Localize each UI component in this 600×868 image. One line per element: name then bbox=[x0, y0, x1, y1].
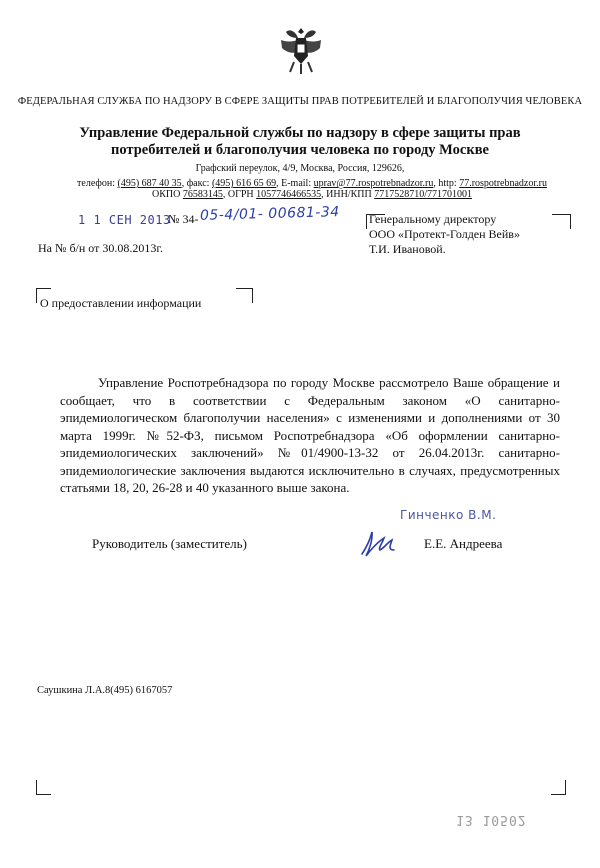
corner-mark-top-right bbox=[552, 214, 571, 229]
addressee-block bbox=[369, 212, 520, 257]
signatory-name: Е.Е. Андреева bbox=[424, 536, 503, 551]
addressee-position: Генеральному директору bbox=[369, 212, 497, 226]
corner-mark-top-left bbox=[366, 214, 385, 229]
signatory-title: Руководитель (заместитель) bbox=[92, 536, 247, 551]
phone-value: (495) 687 40 35 bbox=[117, 178, 182, 189]
contacts-block bbox=[62, 178, 562, 200]
letter-body: Управление Роспотребнадзора по городу Москве рассмотрело Ваше обращение и сообщает, что в соответствии с Федеральным законом «О санитарно-эпидемиологическом благополучии населения» с изменениями и дополнениями от 30 марта 1999г. №52-ФЗ, письмом Роспотребнадзора «Об оформлении санитарно-эпидемиологических заключений» №01/4900-13-32 от 26.04.2013г. санитарно-эпидемиологические заключения выдаются исключительно в случаях, предусмотренных статьями 18, 20, 26-28 и 40 указанного выше закона. bbox=[60, 375, 560, 495]
fax-value: (495) 616 65 69 bbox=[211, 178, 277, 189]
subject-line: О предоставлении информации bbox=[40, 296, 202, 310]
inn-value: 7717528710/771701001 bbox=[374, 189, 472, 200]
phone-label: телефон: bbox=[77, 178, 116, 189]
document-number-prefix: № 34- bbox=[168, 212, 199, 226]
http-label: , http: bbox=[433, 178, 457, 189]
address: Графский переулок, 4/9, Москва, Россия, 129626, bbox=[195, 163, 405, 174]
agency-name: ФЕДЕРАЛЬНАЯ СЛУЖБА ПО НАДЗОРУ В СФЕРЕ ЗАЩИТЫ ПРАВ ПОТРЕБИТЕЛЕЙ И БЛАГОПОЛУЧИЯ ЧЕЛОВЕКА bbox=[17, 96, 583, 107]
inn-label: , ИНН/КПП bbox=[321, 189, 372, 200]
coat-of-arms-emblem bbox=[278, 22, 324, 78]
corner-mark-bottom-left bbox=[36, 780, 51, 795]
department-name: Управление Федеральной службы по надзору в сфере защиты прав потребителей и благополучия человека по городу Москве bbox=[79, 125, 521, 158]
date-stamp: 1 1 СЕН 2013 bbox=[78, 213, 171, 227]
subject-bracket-right bbox=[236, 288, 253, 303]
okpo-label: ОКПО bbox=[152, 189, 181, 200]
addressee-company: ООО «Протект-Голден Вейв» bbox=[369, 227, 520, 241]
handwritten-signature bbox=[356, 520, 400, 560]
handwritten-document-number: 05-4/01- 00681-34 bbox=[199, 204, 340, 224]
subject-bracket-left bbox=[36, 288, 51, 303]
reference-line: На № б/н от 30.08.2013г. bbox=[38, 241, 163, 255]
fax-label: , факс: bbox=[181, 178, 210, 189]
mirrored-stamp: 13 10502 bbox=[456, 812, 527, 827]
website-link[interactable]: 77.rospotrebnadzor.ru bbox=[459, 178, 547, 189]
email-link[interactable]: uprav@77.rospotrebnadzor.ru bbox=[313, 178, 434, 189]
signature-stamp: Гинченко В.М. bbox=[400, 508, 497, 522]
okpo-value: 76583145 bbox=[182, 189, 223, 200]
corner-mark-bottom-right bbox=[551, 780, 566, 795]
email-label: , E-mail: bbox=[276, 178, 312, 189]
ogrn-value: 1057746466535 bbox=[256, 189, 322, 200]
ogrn-label: , ОГРН bbox=[222, 189, 254, 200]
executor-contact: Саушкина Л.А.8(495) 6167057 bbox=[37, 685, 173, 696]
addressee-name: Т.И. Ивановой. bbox=[369, 242, 446, 256]
